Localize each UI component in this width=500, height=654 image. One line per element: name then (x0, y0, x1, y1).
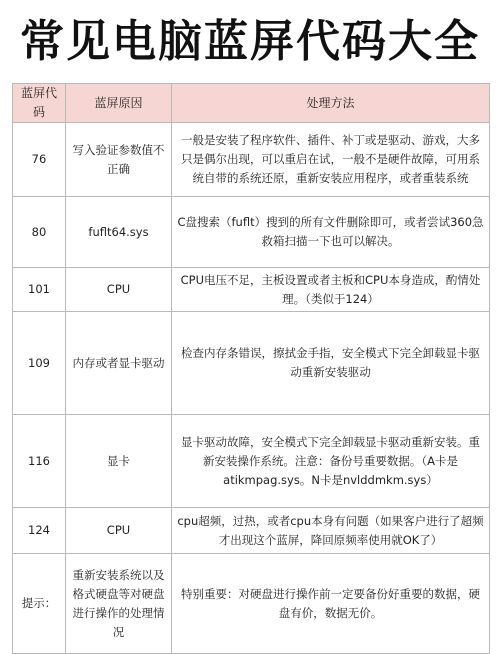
page-title: 常见电脑蓝屏代码大全 (20, 16, 480, 67)
cell-method: 一般是安装了程序软件、插件、补丁或是驱动、游戏，大多只是偶尔出现，可以重启在试，一般不是硬件故障，可用系统自带的系统还原，重新安装应用程序，或者重装系统 (172, 123, 490, 197)
cell-code: 109 (13, 312, 66, 415)
table-row (13, 268, 490, 312)
cell-code: 124 (13, 508, 66, 554)
cell-code: 101 (13, 268, 66, 312)
cell-cause: 显卡 (66, 415, 172, 508)
table-row (13, 415, 490, 508)
table-header-row (13, 84, 490, 123)
table-row (13, 554, 490, 654)
cell-code: 76 (13, 123, 66, 197)
cell-method: 显卡驱动故障，安全模式下完全卸载显卡驱动重新安装。重新安装操作系统。注意：备份号重要数据。（A卡是atikmpag.sys。N卡是nvlddmkm.sys） (172, 415, 490, 508)
cell-method: 特别重要：对硬盘进行操作前一定要备份好重要的数据，硬盘有价，数据无价。 (172, 554, 490, 654)
bsod-code-table (12, 83, 490, 654)
cell-code: 116 (13, 415, 66, 508)
table-row (13, 123, 490, 197)
cell-cause: 写入验证参数值不正确 (66, 123, 172, 197)
cell-cause: CPU (66, 268, 172, 312)
cell-cause: 内存或者显卡驱动 (66, 312, 172, 415)
cell-cause: CPU (66, 508, 172, 554)
table-row (13, 312, 490, 415)
cell-method: cpu超频，过热，或者cpu本身有问题（如果客户进行了超频才出现这个蓝屏，降回原频率使用就OK了） (172, 508, 490, 554)
cell-cause: 重新安装系统以及格式硬盘等对硬盘进行操作的处理情况 (66, 554, 172, 654)
table-row (13, 197, 490, 268)
header-code: 蓝屏代码 (13, 84, 66, 123)
table-row (13, 508, 490, 554)
cell-code: 80 (13, 197, 66, 268)
cell-method: 检查内存条错误，擦拭金手指，安全模式下完全卸载显卡驱动重新安装驱动 (172, 312, 490, 415)
cell-method: CPU电压不足，主板设置或者主板和CPU本身造成，酌情处理。（类似于124） (172, 268, 490, 312)
header-method: 处理方法 (172, 84, 490, 123)
header-cause: 蓝屏原因 (66, 84, 172, 123)
cell-cause: fuflt64.sys (66, 197, 172, 268)
cell-code: 提示： (13, 554, 66, 654)
cell-method: C盘搜索（fuflt）搜到的所有文件删除即可，或者尝试360急救箱扫描一下也可以解决。 (172, 197, 490, 268)
